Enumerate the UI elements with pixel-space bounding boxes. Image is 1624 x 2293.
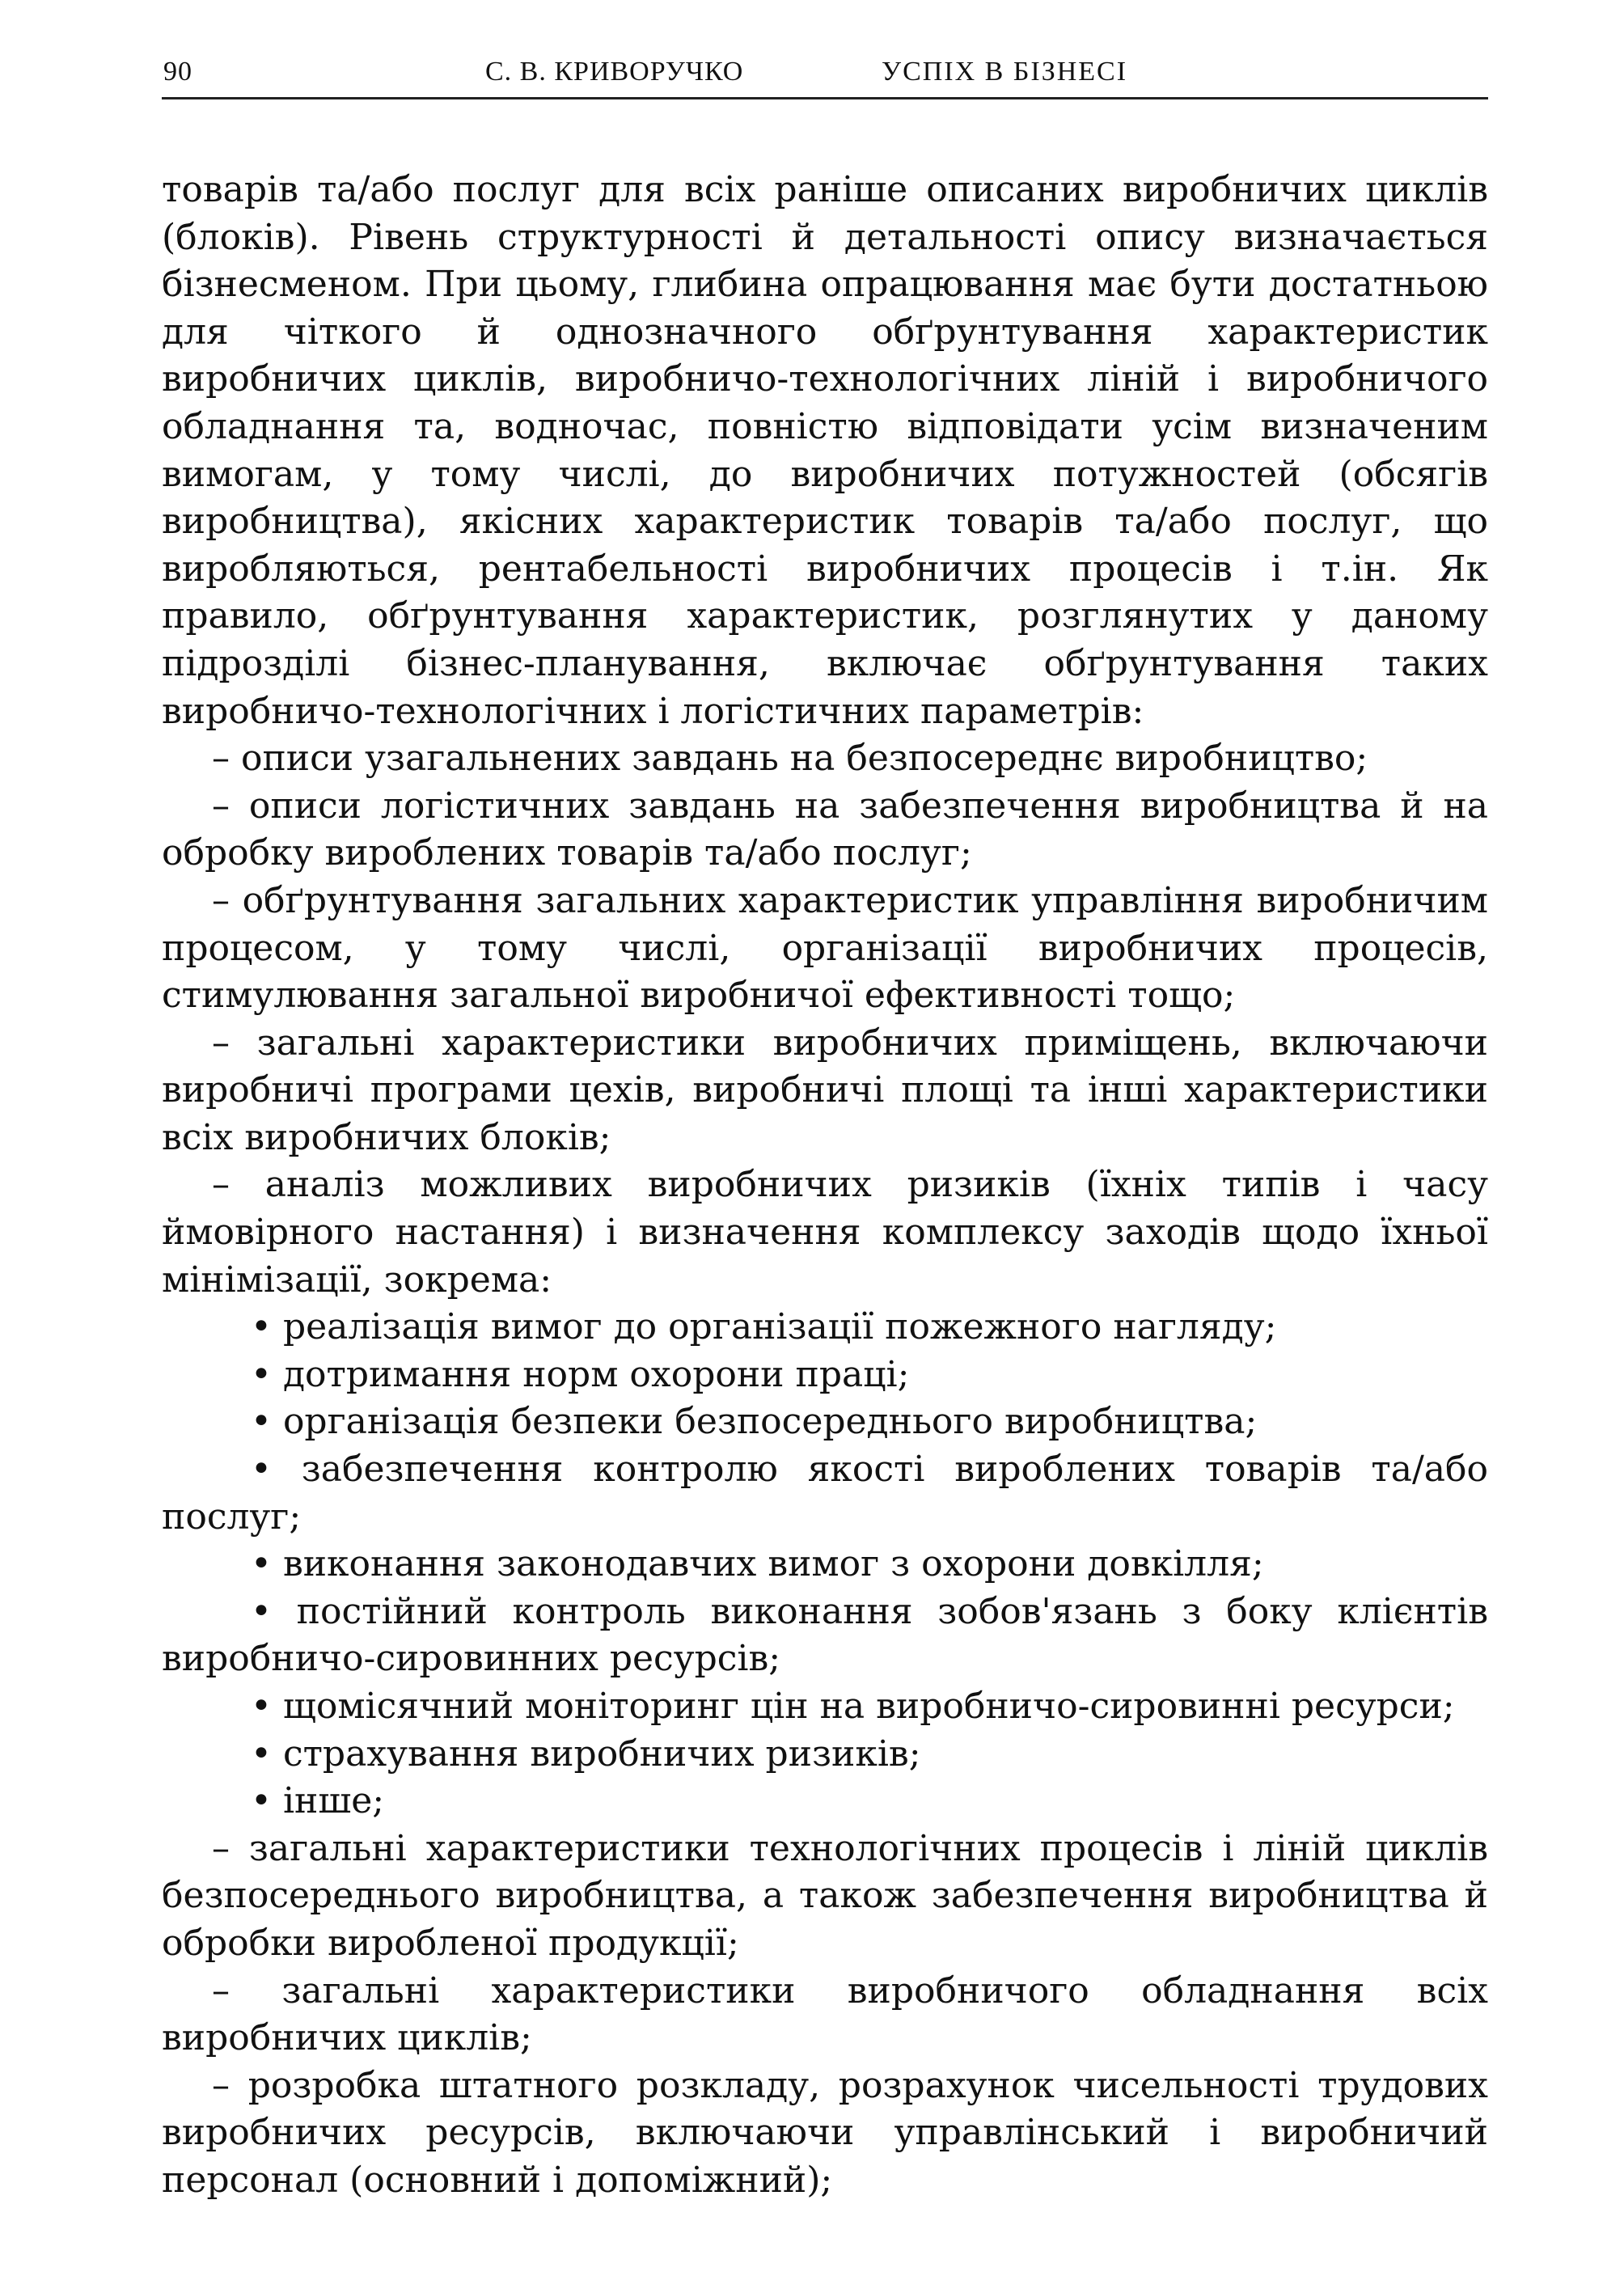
- bullet-item: • дотримання норм охорони праці;: [251, 1353, 910, 1395]
- bullet-item: • інше;: [251, 1780, 385, 1822]
- list-item: – описи логістичних завдань на забезпечення виробництва й на обробку вироблених товарів та/або послуг;: [162, 785, 1488, 874]
- page-body: [162, 167, 1488, 2205]
- list-item: – аналіз можливих виробничих ризиків (їхніх типів і часу ймовірного настання) і визначення комплексу заходів щодо їхньої мінімізації, зокрема:: [162, 1164, 1488, 1301]
- bullet-item: • постійний контроль виконання зобов'язань з боку клієнтів виробничо-сировинних ресурсів;: [162, 1590, 1488, 1680]
- bullet-item: • організація безпеки безпосереднього виробництва;: [251, 1401, 1258, 1443]
- bullet-item: • забезпечення контролю якості вироблених товарів та/або послуг;: [162, 1449, 1488, 1538]
- running-header: [162, 50, 1488, 99]
- list-item: – описи узагальнених завдань на безпосереднє виробництво;: [212, 738, 1368, 780]
- list-item: – розробка штатного розкладу, розрахунок чисельності трудових виробничих ресурсів, включаючи управлінський і виробничий персонал (основний і допоміжний);: [162, 2064, 1488, 2201]
- running-head-author: С. В. КРИВОРУЧКО: [485, 57, 744, 87]
- list-item: – загальні характеристики виробничих приміщень, включаючи виробничі програми цехів, виробничі площі та інші характеристики всіх виробничих блоків;: [162, 1022, 1488, 1158]
- intro-paragraph: товарів та/або послуг для всіх раніше описаних виробничих циклів (блоків). Рівень структурності й детальності опису визначається бізнесменом. При цьому, глибина опрацювання має бути достатньою для чіткого й однозначного обґрунтування характеристик виробничих циклів, виробничо-технологічних ліній і виробничого обладнання та, водночас, повністю відповідати усім визначеним вимогам, у тому числі, до виробничих потужностей (обсягів виробництва), якісних характеристик товарів та/або послуг, що виробляються, рентабельності виробничих процесів і т.ін. Як правило, обґрунтування характеристик, розглянутих у даному підрозділі бізнес-планування, включає обґрунтування таких виробничо-технологічних і логістичних параметрів:: [162, 169, 1488, 732]
- bullet-item: • страхування виробничих ризиків;: [251, 1732, 921, 1775]
- page-number: 90: [163, 57, 192, 87]
- bullet-item: • виконання законодавчих вимог з охорони довкілля;: [251, 1543, 1264, 1585]
- list-item: – обґрунтування загальних характеристик управління виробничим процесом, у тому числі, організації виробничих процесів, стимулювання загальної виробничої ефективності тощо;: [162, 879, 1488, 1017]
- list-item: – загальні характеристики виробничого обладнання всіх виробничих циклів;: [162, 1969, 1488, 2059]
- bullet-item: • щомісячний моніторинг цін на виробничо-сировинні ресурси;: [251, 1686, 1455, 1727]
- list-item: – загальні характеристики технологічних процесів і ліній циклів безпосереднього виробництва, а також забезпечення виробництва й обробки виробленої продукції;: [162, 1827, 1488, 1964]
- running-head-title: УСПІХ В БІЗНЕСІ: [882, 57, 1128, 87]
- bullet-item: • реалізація вимог до організації пожежного нагляду;: [251, 1306, 1277, 1348]
